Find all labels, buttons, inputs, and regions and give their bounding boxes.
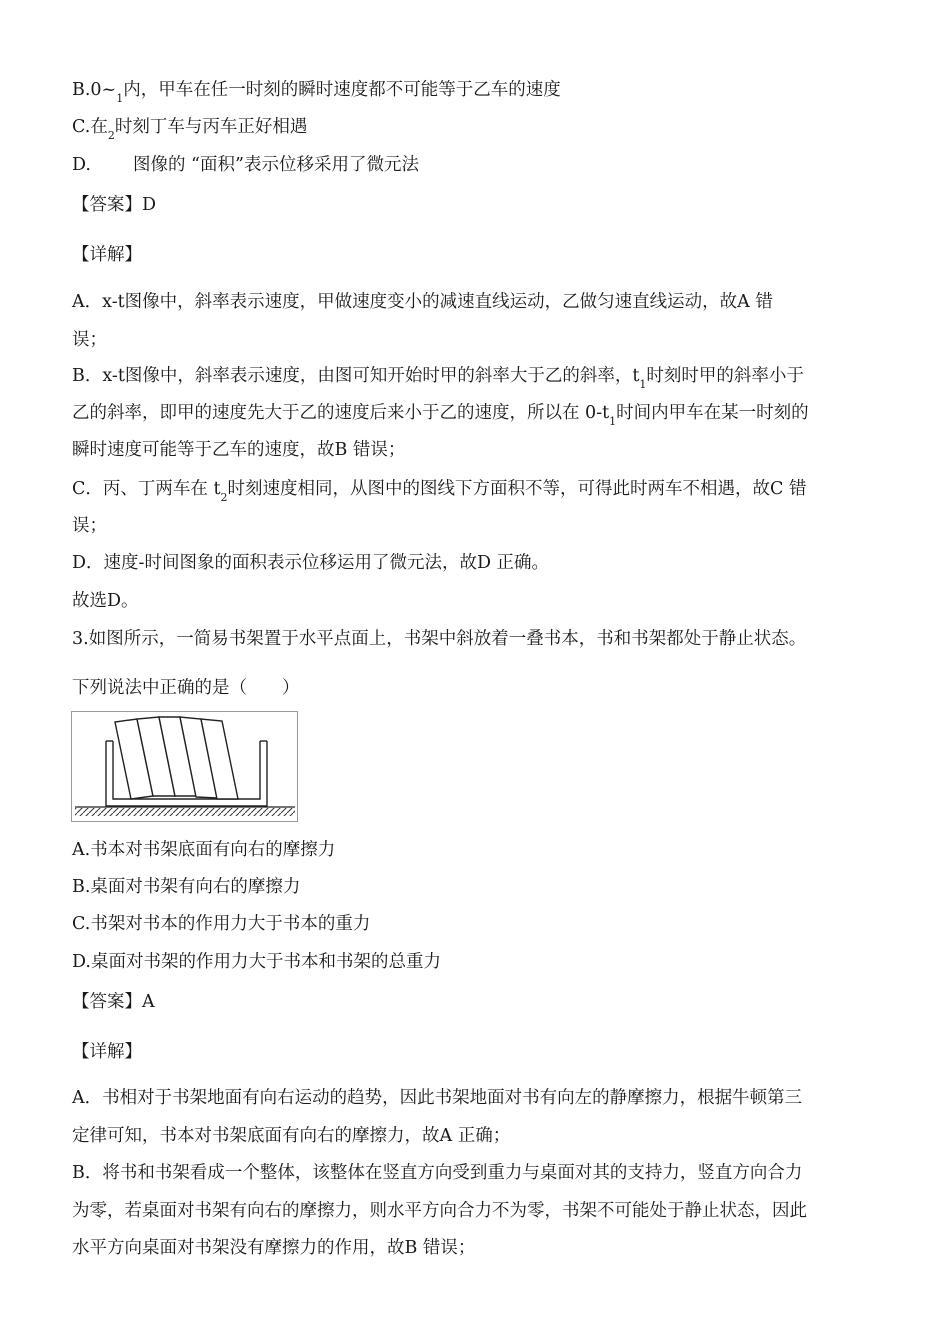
q3-option-d: D.桌面对书架的作用力大于书本和书架的总重力 bbox=[72, 952, 441, 972]
q2-explain-a-line1: A．x-t图像中，斜率表示速度，甲做速度变小的减速直线运动，乙做匀速直线运动，故A 错 bbox=[72, 292, 773, 312]
q3-explain-b-line1: B．将书和书架看成一个整体，该整体在竖直方向受到重力与桌面对其的支持力，竖直方向合力 bbox=[72, 1163, 803, 1183]
q3-explain-b-line3: 水平方向桌面对书架没有摩擦力的作用，故B 错误； bbox=[72, 1238, 476, 1258]
q3-option-b: B.桌面对书架有向右的摩擦力 bbox=[72, 877, 301, 897]
q2-explain-b-line1: B．x-t图像中，斜率表示速度，由图可知开始时甲的斜率大于乙的斜率，$t_1$时刻时甲的斜率小于 bbox=[72, 366, 804, 391]
q2-explain-c-line2: 误； bbox=[72, 516, 107, 536]
q2-explain-d-line: D．速度-时间图象的面积表示位移运用了微元法，故D 正确。 bbox=[72, 553, 550, 573]
q3-answer: 【答案】A bbox=[72, 992, 155, 1012]
q2-answer: 【答案】D bbox=[72, 195, 157, 215]
q3-explain-b-line2: 为零，若桌面对书架有向右的摩擦力，则水平方向合力不为零，书架不可能处于静止状态，因此 bbox=[72, 1201, 807, 1221]
q3-explain-a-line2: 定律可知，书本对书架底面有向右的摩擦力，故A 正确； bbox=[72, 1126, 511, 1146]
q3-explain-a-line1: A．书相对于书架地面有向右运动的趋势，因此书架地面对书有向左的静摩擦力，根据牛顿第三 bbox=[72, 1088, 803, 1108]
q3-stem-line1: 3.如图所示，一简易书架置于水平点面上，书架中斜放着一叠书本，书和书架都处于静止状态。 bbox=[72, 629, 807, 649]
q3-option-a: A.书本对书架底面有向右的摩擦力 bbox=[72, 840, 336, 860]
q2-explain-c-line1: C．丙、丁两车在 $t_2$时刻速度相同，从图中的图线下方面积不等，可得此时两车不相遇，故C 错 bbox=[72, 479, 807, 504]
q2-option-b: $B.0\sim_1$内，甲车在任一时刻的瞬时速度都不可能等于乙车的速度 bbox=[72, 80, 561, 105]
q2-explain-b-line3: 瞬时速度可能等于乙车的速度，故B 错误； bbox=[72, 440, 406, 460]
q2-conclusion: 故选D。 bbox=[72, 591, 139, 611]
q3-detail-heading: 【详解】 bbox=[72, 1042, 142, 1062]
q2-explain-a-line2: 误； bbox=[72, 330, 107, 350]
q3-option-c: C.书架对书本的作用力大于书本的重力 bbox=[72, 914, 371, 934]
q2-option-c: C.在$_2$时刻丁车与丙车正好相遇 bbox=[72, 117, 308, 142]
q2-option-d: D. 图像的 “面积”表示位移采用了微元法 bbox=[72, 155, 419, 175]
q2-detail-heading: 【详解】 bbox=[72, 245, 142, 265]
bookshelf-diagram-icon bbox=[71, 711, 299, 823]
q2-explain-b-line2: 乙的斜率，即甲的速度先大于乙的速度后来小于乙的速度，所以在 $0-t_1$时间内甲车在某一时刻的 bbox=[72, 403, 809, 428]
q3-stem-line2: 下列说法中正确的是（ ） bbox=[72, 678, 300, 698]
